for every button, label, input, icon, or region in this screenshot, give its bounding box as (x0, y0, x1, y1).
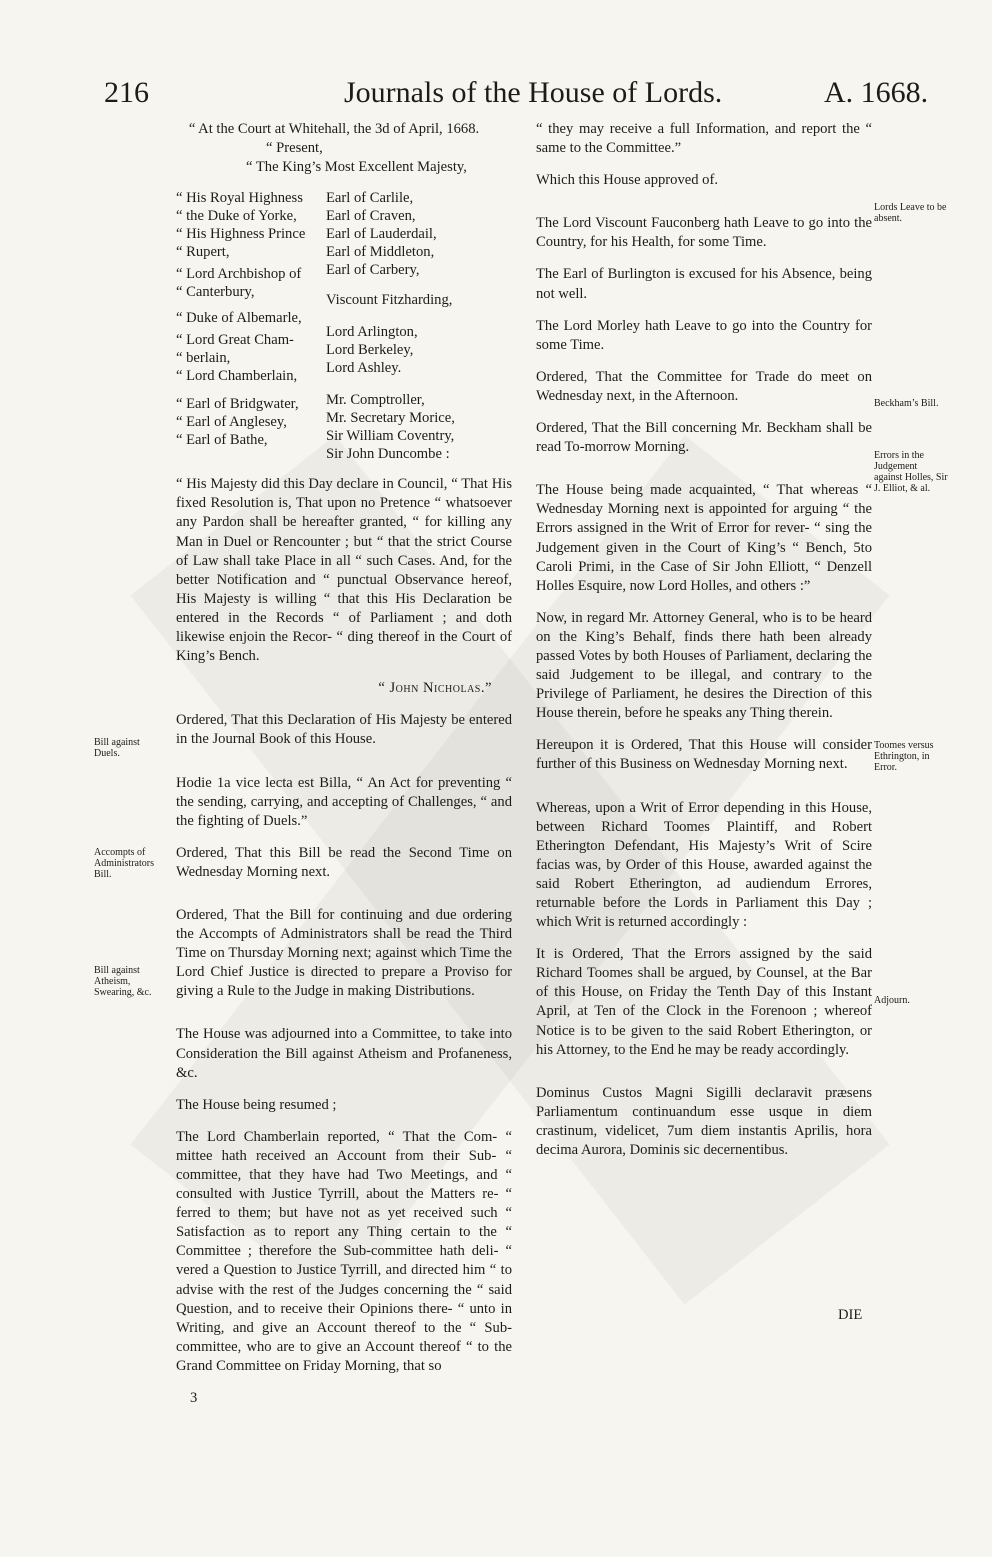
court-line: “ At the Court at Whitehall, the 3d of April, 1668. (188, 121, 480, 137)
margin-note-errors: Errors in the Judgement against Holles, Sir J. Elliot, & al. (874, 450, 948, 494)
page-number: 216 (104, 76, 149, 109)
present-right-entry: Mr. Comptroller, (326, 392, 425, 409)
present-right-entry: Sir William Coventry, (326, 428, 455, 445)
present-right-entry: Earl of Lauderdail, (326, 226, 437, 243)
ordered-accompts: Ordered, That the Bill for continuing and due ordering the Accompts of Administrators shall be read the Third Time on Thursday Morning next; against which Time the Lord Chief Justice is directed to prepare a Proviso for giving a Rule to the Judge in making Distributions. (176, 906, 512, 1000)
margin-note-accompts: Accompts of Administrators Bill. (94, 847, 154, 880)
present-right-entry: Lord Berkeley, (326, 342, 414, 359)
signature: “ John Nicholas.” (378, 680, 492, 697)
ordered-declaration: Ordered, That this Declaration of His Majesty be entered in the Journal Book of this House. (176, 712, 512, 748)
present-right-entry: Lord Arlington, (326, 324, 418, 341)
errors-ordered: It is Ordered, That the Errors assigned by the said Richard Toomes shall be argued, by Counsel, at the Bar of this House, on Friday the Tenth Day of this Instant April, at Ten of the Clock in the Forenoon ; whereof Notice is to be given to the said Robert Etherington, or his Attorney, to the End he may be ready accordingly. (536, 946, 872, 1058)
present-left-entry: “ His Highness Prince (176, 226, 306, 243)
approved-line: Which this House approved of. (536, 172, 718, 189)
present-list (176, 189, 512, 463)
margin-note-beckham: Beckham’s Bill. (874, 398, 939, 409)
present-left-entry: “ Earl of Anglesey, (176, 414, 287, 431)
catchword: DIE (838, 1307, 863, 1323)
present-left-entry: “ Canterbury, (176, 284, 255, 301)
burlington-excused: The Earl of Burlington is excused for his Absence, being not well. (536, 266, 872, 302)
ordered-beckham: Ordered, That the Bill concerning Mr. Beckham shall be read To-morrow Morning. (536, 420, 872, 456)
present-right-entry: Sir John Duncombe : (326, 446, 450, 463)
writ-of-error: Whereas, upon a Writ of Error depending in this House, between Richard Toomes Plaintiff, and Robert Etherington Defendant, His Majesty’s Writ of Scire facias was, by Order of this House, awarded against the said Robert Etherington, ad audiendum Errores, returnable before the Lords in Parliament this Day ; which Writ is returned accordingly : (536, 799, 872, 931)
present-right-entry: Earl of Carlile, (326, 190, 414, 207)
present-left-entry: “ Lord Chamberlain, (176, 368, 298, 385)
page-title: Journals of the House of Lords. (344, 76, 723, 109)
present-right-entry: Viscount Fitzharding, (326, 292, 453, 309)
page-year: A. 1668. (824, 76, 929, 109)
present-right-entry: Earl of Craven, (326, 208, 416, 225)
majesty-line: “ The King’s Most Excellent Majesty, (246, 159, 467, 176)
adjourned-committee: The House was adjourned into a Committee, to take into Consideration the Bill against Atheism and Profaneness, &c. (176, 1026, 512, 1081)
house-resumed: The House being resumed ; (176, 1096, 337, 1113)
declaration: “ His Majesty did this Day declare in Council, “ That His fixed Resolution is, That upon no Pretence “ whatsoever any Pardon shall be hereafter granted, “ for killing any Man in Duel or Rencounter ; but “ that the strict Course of Law shall take Place in all “ such Cases. And, for the better Notification and “ punctual Observance hereof, His Majesty is willing “ that this His Declaration be entered in the Records “ of Parliament ; and doth likewise enjoin the Recor- “ ding thereof in the Court of King’s Bench. (176, 476, 512, 665)
present-left-entry: “ the Duke of Yorke, (176, 208, 297, 225)
present-right-entry: Lord Ashley. (326, 360, 402, 377)
chamberlain-report: The Lord Chamberlain reported, “ That the Com- “ mittee hath received an Account from their Sub- “ committee, that they have had Two Meetings, and “ consulted with Justice Tyrrill, about the Matters re- “ ferred to them; but have not as yet received such “ Satisfaction as to report any Thing certain to the “ Committee ; therefore the Sub-committee hath deli- “ vered a Question to Justice Tyrrill, and directed him “ to advise with the rest of the Judges concerning the “ said Question, and to receive their Opinions there- “ unto in Writing, and give an Account thereof to the “ Sub-committee, who are to give an Account thereof “ to the Grand Committee on Friday Morning, that so (176, 1128, 512, 1374)
present-left-entry: “ His Royal Highness (176, 190, 303, 207)
present-left-entry: “ Lord Great Cham- (176, 332, 294, 349)
hereupon-ordered: Hereupon it is Ordered, That this House will consider further of this Business on Wednesday Morning next. (536, 737, 872, 773)
present-line: “ Present, (266, 140, 323, 157)
dominus-custos: Dominus Custos Magni Sigilli declaravit præsens Parliamentum continuandum esse usque in diem crastinum, videlicet, 7um diem instantis Aprilis, hora decima Aurora, Dominis sic decernentibus. (536, 1084, 872, 1159)
ordered-trade: Ordered, That the Committee for Trade do meet on Wednesday next, in the Afternoon. (536, 368, 872, 404)
ordered-second-reading: Ordered, That this Bill be read the Second Time on Wednesday Morning next. (176, 844, 512, 880)
margin-note-duels: Bill against Duels. (94, 737, 140, 759)
left-column (176, 120, 512, 1408)
present-left-entry: “ Duke of Albemarle, (176, 310, 302, 327)
attorney-general: Now, in regard Mr. Attorney General, who is to be heard on the King’s Behalf, finds there hath been already passed Votes by both Houses of Parliament, declaring the said Judgement to be illegal, and contrary to the Privilege of Parliament, he desires the Direction of this House therein, before he speaks any Thing therein. (536, 609, 872, 722)
present-left-entry: “ Lord Archbishop of (176, 266, 302, 283)
report-continuation: “ they may receive a full Information, and report the “ same to the Committee.” (536, 121, 872, 157)
present-left-entry: “ Earl of Bathe, (176, 432, 268, 449)
margin-note-adjourn: Adjourn. (874, 995, 910, 1006)
margin-note-toomes: Toomes versus Ethrington, in Error. (874, 740, 934, 773)
signature-mark: 3 (190, 1390, 198, 1407)
fauconberg-leave: The Lord Viscount Fauconberg hath Leave to go into the Country, for his Health, for some Time. (536, 215, 872, 251)
present-right-entry: Earl of Middleton, (326, 244, 435, 261)
right-column (536, 120, 872, 1173)
house-acquainted: The House being made acquainted, “ That whereas “ Wednesday Morning next is appointed for arguing “ the Errors assigned in the Writ of Error for rever- “ sing the Judgement given in the Court of King’s “ Bench, 5to Caroli Primi, in the Case of Sir John Elliott, “ Denzell Holles Esquire, now Lord Holles, and others :” (536, 482, 872, 594)
present-left-entry: “ Earl of Bridgwater, (176, 396, 299, 413)
margin-note-atheism: Bill against Atheism, Swearing, &c. (94, 965, 152, 998)
present-right-entry: Mr. Secretary Morice, (326, 410, 455, 427)
present-left-entry: “ berlain, (176, 350, 231, 367)
margin-note-leave: Lords Leave to be absent. (874, 202, 947, 224)
present-left-entry: “ Rupert, (176, 244, 230, 261)
hodie-paragraph: Hodie 1a vice lecta est Billa, “ An Act for preventing “ the sending, carrying, and accepting of Challenges, “ and the fighting of Duels.” (176, 774, 512, 829)
morley-leave: The Lord Morley hath Leave to go into the Country for some Time. (536, 317, 872, 353)
present-right-entry: Earl of Carbery, (326, 262, 420, 279)
